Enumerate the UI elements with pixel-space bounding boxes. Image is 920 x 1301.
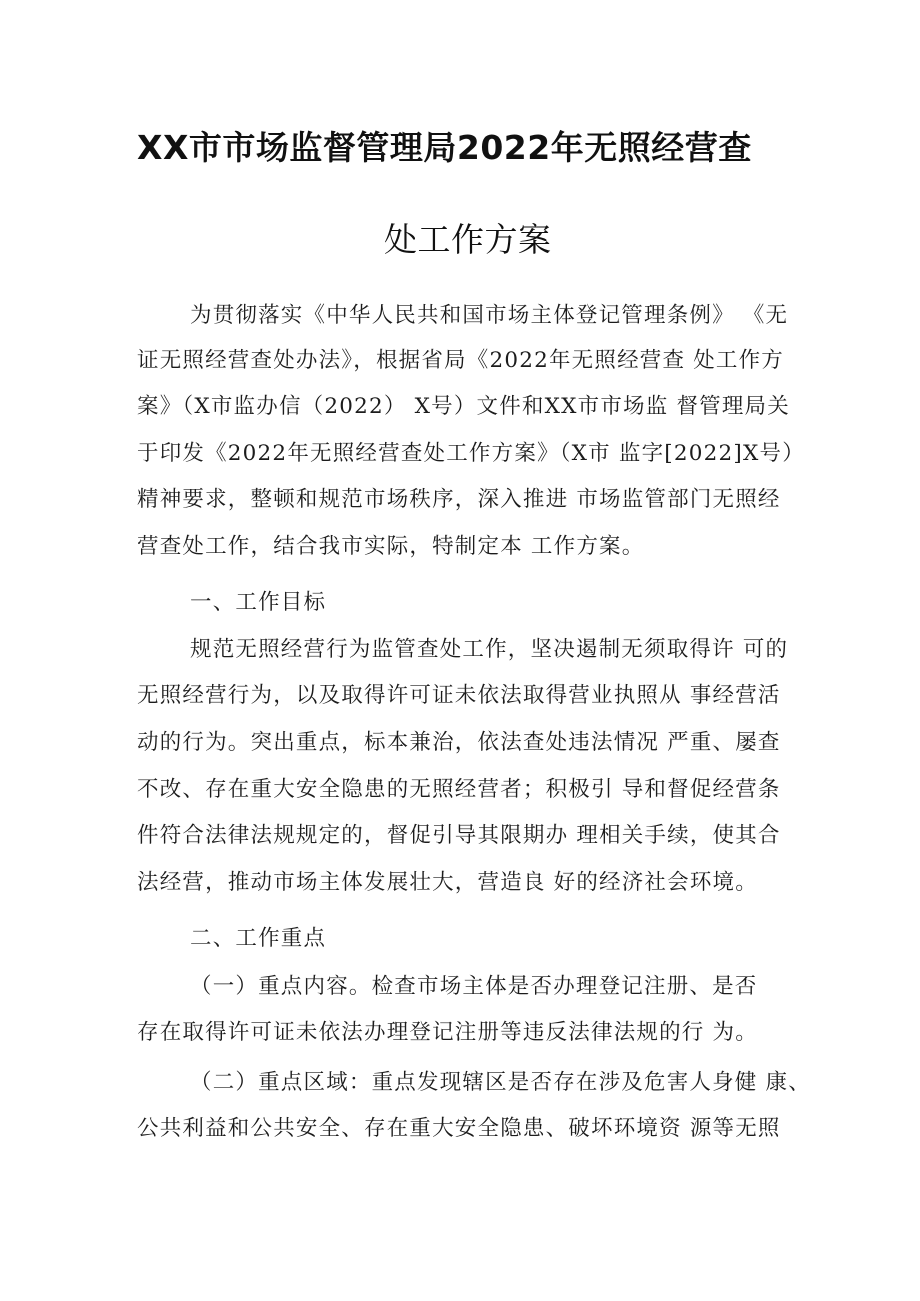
paragraph-line: 营查处工作，结合我市实际，特制定本 工作方案。 [137, 534, 645, 559]
paragraph-line: 案》（X市监办信（2022） X号）文件和XX市市场监 督管理局关 [137, 394, 790, 419]
paragraph-line: （一）重点内容。检查市场主体是否办理登记注册、是否 [190, 974, 758, 999]
document-title-line-1: XX市市场监督管理局2022年无照经营查 [137, 128, 752, 167]
paragraph-line: 无照经营行为，以及取得许可证未依法取得营业执照从 事经营活 [137, 683, 781, 708]
section-heading: 二、工作重点 [190, 926, 327, 951]
paragraph-line: 件符合法律法规规定的，督促引导其限期办 理相关手续，使其合 [137, 823, 781, 848]
paragraph-line: 精神要求，整顿和规范市场秩序，深入推进 市场监管部门无照经 [137, 487, 781, 512]
paragraph-line: 不改、存在重大安全隐患的无照经营者；积极引 导和督促经营条 [137, 777, 781, 802]
document-title-line-2: 处工作方案 [384, 220, 552, 259]
paragraph-line: 存在取得许可证未依法办理登记注册等违反法律法规的行 为。 [137, 1020, 758, 1045]
paragraph-line: 证无照经营查处办法》，根据省局《2022年无照经营查 处工作方 [137, 348, 785, 373]
paragraph-line: 于印发《2022年无照经营查处工作方案》（X市 监字[2022]X号） [137, 441, 805, 466]
paragraph-line: 规范无照经营行为监管查处工作，坚决遏制无须取得许 可的 [190, 637, 789, 662]
paragraph-line: 动的行为。突出重点，标本兼治，依法查处违法情况 严重、屡查 [137, 730, 781, 755]
paragraph-line: 公共利益和公共安全、存在重大安全隐患、破坏环境资 源等无照 [137, 1116, 781, 1141]
paragraph-line: （二）重点区域：重点发现辖区是否存在涉及危害人身健 康、 [190, 1070, 811, 1095]
section-heading: 一、工作目标 [190, 590, 327, 615]
paragraph-line: 法经营，推动市场主体发展壮大，营造良 好的经济社会环境。 [137, 870, 758, 895]
paragraph-line: 为贯彻落实《中华人民共和国市场主体登记管理条例》 《无 [190, 303, 789, 328]
